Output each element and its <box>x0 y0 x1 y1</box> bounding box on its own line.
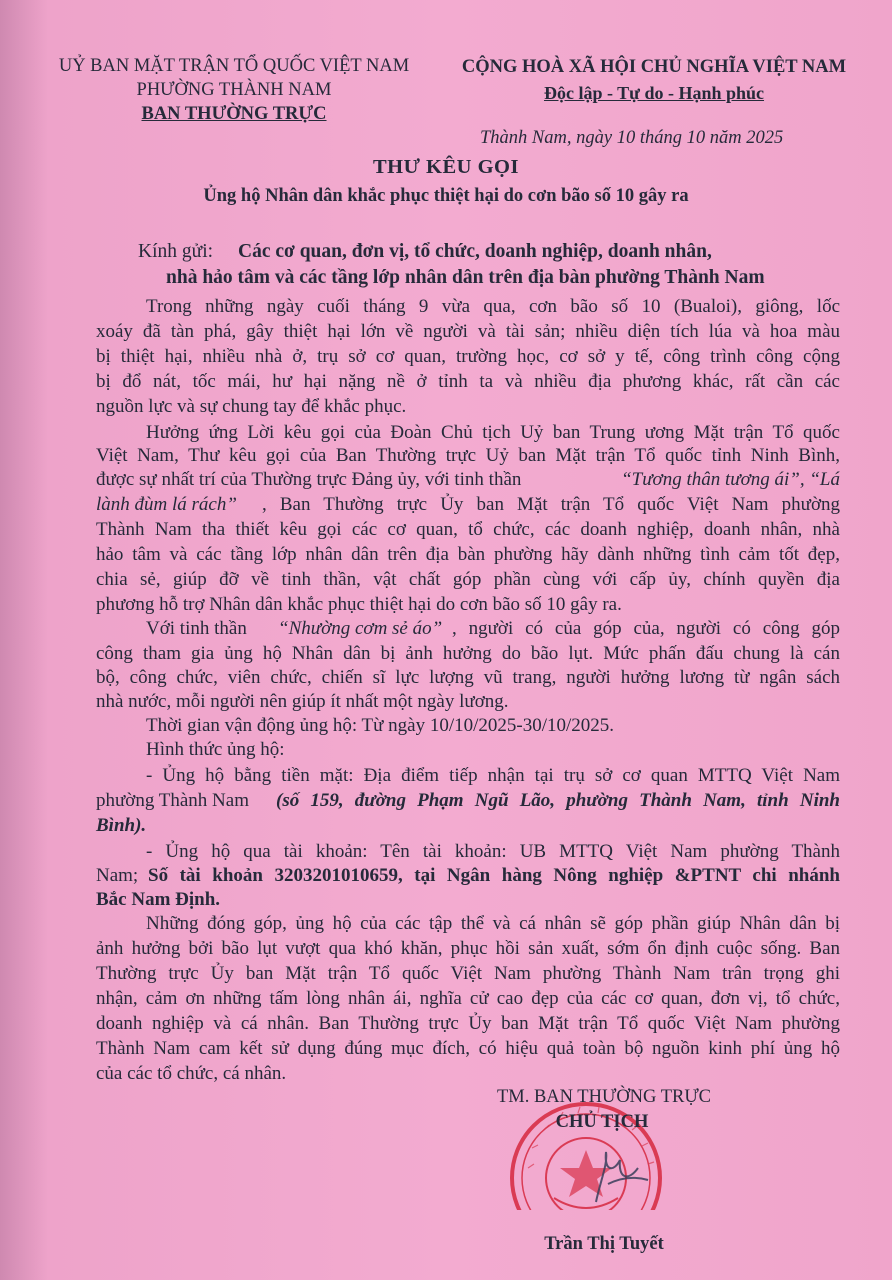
cash-donation-line1: - Ủng hộ bằng tiền mặt: Địa điểm tiếp nhận tại trụ sở cơ quan MTTQ Việt Nam <box>146 765 840 786</box>
recipients-line2: nhà hảo tâm và các tầng lớp nhân dân trên địa bàn phường Thành Nam <box>166 267 765 288</box>
paragraph2-line5: Thành Nam tha thiết kêu gọi các cơ quan, tổ chức, các doanh nghiệp, doanh nhân, nhà <box>96 519 840 540</box>
paragraph1-line5: nguồn lực và sự chung tay để khắc phục. <box>96 396 407 417</box>
paragraph3-line2: công tham gia ủng hộ Nhân dân bị ảnh hưởng do bão lụt. Mức phấn đấu chung là cán <box>96 643 840 664</box>
paragraph3-line1a: Với tinh thần <box>146 618 247 639</box>
closing-line1: Những đóng góp, ủng hộ của các tập thể và cá nhân sẽ góp phần giúp Nhân dân bị <box>146 913 840 934</box>
paragraph1-line1: Trong những ngày cuối tháng 9 vừa qua, cơn bão số 10 (Bualoi), giông, lốc <box>146 296 840 317</box>
document-subtitle: Ủng hộ Nhân dân khắc phục thiệt hại do cơn bão số 10 gây ra <box>203 186 689 206</box>
issuing-organization <box>34 54 434 126</box>
signer-position: CHỦ TỊCH <box>555 1112 649 1132</box>
paragraph2-line4b: , Ban Thường trực Ủy ban Mặt trận Tổ quốc Việt Nam phường <box>262 494 840 515</box>
donation-methods-heading: Hình thức ủng hộ: <box>146 739 285 760</box>
cash-donation-line2a: phường Thành Nam <box>96 790 249 811</box>
document-date: Thành Nam, ngày 10 tháng 10 năm 2025 <box>480 128 784 148</box>
paragraph1-line2: xoáy đã tàn phá, gây thiệt hại lớn về người và tài sản; nhiều diện tích lúa và hoa màu <box>96 321 840 342</box>
paragraph2-line7: chia sẻ, giúp đỡ về tinh thần, vật chất góp phần cùng với cấp ủy, chính quyền địa <box>96 569 840 590</box>
closing-line4: nhận, cảm ơn những tấm lòng nhân ái, nghĩa cử cao đẹp của các cơ quan, đơn vị, tổ chức, <box>96 988 840 1009</box>
paragraph2-line3b: “Tương thân tương ái”, “Lá <box>621 469 840 490</box>
signature-on-behalf: TM. BAN THƯỜNG TRỰC <box>496 1087 712 1107</box>
paragraph2-line8: phương hỗ trợ Nhân dân khắc phục thiệt hại do cơn bão số 10 gây ra. <box>96 594 622 615</box>
bank-donation-line2a: Nam; <box>96 865 139 886</box>
bank-donation-line1: - Ủng hộ qua tài khoản: Tên tài khoản: UB MTTQ Việt Nam phường Thành <box>146 841 840 862</box>
cash-donation-address: (số 159, đường Phạm Ngũ Lão, phường Thành Nam, tỉnh Ninh <box>276 790 840 811</box>
paragraph1-line4: bị đổ nát, tốc mái, hư hại nặng nề ở tỉnh ta và nhiều địa phương khác, rất cần các <box>96 371 840 392</box>
paragraph1-line3: bị thiệt hại, nhiều nhà ở, trụ sở cơ quan, trường học, cơ sở y tế, công trình công cộng <box>96 346 840 367</box>
bank-donation-line3: Bắc Nam Định. <box>96 889 221 910</box>
paragraph2-line1: Hưởng ứng Lời kêu gọi của Đoàn Chủ tịch Uỷ ban Trung ương Mặt trận Tổ quốc <box>146 422 840 443</box>
closing-line2: ảnh hưởng bởi bão lụt vượt qua khó khăn, phục hồi sản xuất, sớm ổn định cuộc sống. Ban <box>96 938 840 959</box>
paragraph2-line3a: được sự nhất trí của Thường trực Đảng ủy, với tinh thần <box>96 469 522 490</box>
paragraph3-line1b: “Nhường cơm sẻ áo” <box>278 618 443 639</box>
national-motto: Độc lập - Tự do - Hạnh phúc <box>543 83 765 103</box>
org-name-line1: UỶ BAN MẶT TRẬN TỔ QUỐC VIỆT NAM <box>58 56 410 76</box>
national-heading <box>432 54 876 106</box>
org-name-line2: PHƯỜNG THÀNH NAM <box>136 80 332 100</box>
bank-account-info: Số tài khoản 3203201010659, tại Ngân hàng Nông nghiệp &PTNT chi nhánh <box>148 865 840 886</box>
closing-line5: doanh nghiệp và cá nhân. Ban Thường trực Ủy ban Mặt trận Tổ quốc Việt Nam phường <box>96 1013 840 1034</box>
signer-name: Trần Thị Tuyết <box>544 1234 664 1254</box>
paragraph3-line3: bộ, công chức, viên chức, chiến sĩ lực lượng vũ trang, người hưởng lương từ ngân sách <box>96 667 840 688</box>
document-title: THƯ KÊU GỌI <box>373 156 519 178</box>
recipients-line1: Các cơ quan, đơn vị, tổ chức, doanh nghiệp, doanh nhân, <box>238 241 712 262</box>
cash-donation-line3: Bình). <box>96 815 147 836</box>
paragraph2-line6: hảo tâm và các tầng lớp nhân dân trên địa bàn phường hãy dành những tình cảm tốt đẹp, <box>96 544 840 565</box>
campaign-period: Thời gian vận động ủng hộ: Từ ngày 10/10/2025-30/10/2025. <box>146 715 615 736</box>
closing-line6: Thành Nam cam kết sử dụng đúng mục đích, có hiệu quả toàn bộ nguồn kinh phí ủng hộ <box>96 1038 840 1059</box>
paragraph3-line4: nhà nước, mỗi người nên giúp ít nhất một ngày lương. <box>96 691 509 712</box>
paragraph2-line4a: lành đùm lá rách” <box>96 494 237 515</box>
closing-line7: của các tổ chức, cá nhân. <box>96 1063 287 1084</box>
closing-line3: Thường trực Ủy ban Mặt trận Tổ quốc Việt Nam phường Thành Nam trân trọng ghi <box>96 963 840 984</box>
paragraph3-line1c: , người có của góp của, người có công góp <box>452 618 840 639</box>
org-name-line3: BAN THƯỜNG TRỰC <box>141 104 327 124</box>
recipients-label: Kính gửi: <box>138 241 214 262</box>
country-name: CỘNG HOÀ XÃ HỘI CHỦ NGHĨA VIỆT NAM <box>461 57 847 77</box>
paragraph2-line2: Việt Nam, Thư kêu gọi của Ban Thường trực Uỷ ban Mặt trận Tổ quốc tỉnh Ninh Bình, <box>96 445 840 466</box>
